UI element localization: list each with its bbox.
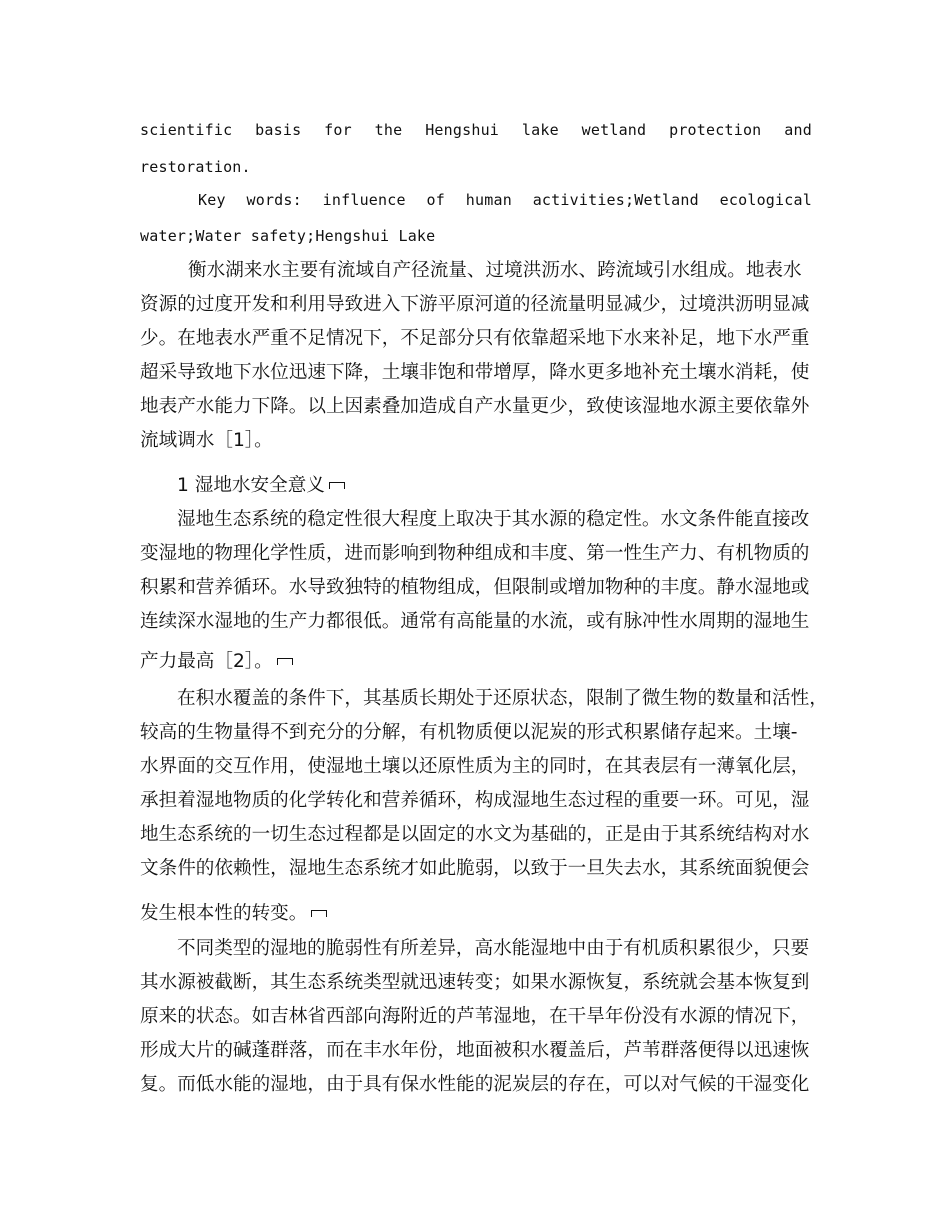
keyword-word: human (465, 191, 512, 209)
p1-line: 衡水湖来水主要有流域自产径流量、过境洪沥水、跨流域引水组成。地表水 (188, 260, 802, 281)
keyword-word: activities;Wetland (532, 191, 699, 209)
abstract-line-2: restoration. (140, 158, 251, 176)
keywords-line-1 (198, 193, 812, 208)
p3-line-text: 发生根本性的转变。 (140, 903, 308, 924)
abstract-word: basis (255, 121, 302, 139)
abstract-word: wetland (581, 121, 647, 139)
p3-line: 较高的生物量得不到充分的分解，有机物质便以泥炭的形式积累储存起来。土壤- (140, 722, 798, 743)
p2-line: 积累和营养循环。水导致独特的植物组成，但限制或增加物种的丰度。静水湿地或 (140, 577, 810, 598)
keyword-word: ecological (719, 191, 812, 209)
p1-line: 少。在地表水严重不足情况下，不足部分只有依靠超采地下水来补足，地下水严重 (140, 328, 810, 349)
section-heading (177, 477, 345, 496)
p1-line: 资源的过度开发和利用导致进入下游平原河道的径流量明显减少，过境洪沥明显减 (140, 294, 810, 315)
p4-line: 不同类型的湿地的脆弱性有所差异，高水能湿地中由于有机质积累很少，只要 (177, 938, 810, 959)
p1-line: 地表产水能力下降。以上因素叠加造成自产水量更少，致使该湿地水源主要依靠外 (140, 396, 810, 417)
abstract-line-1 (140, 123, 812, 138)
p4-line: 形成大片的碱蓬群落，而在丰水年份，地面被积水覆盖后，芦苇群落便得以迅速恢 (140, 1040, 810, 1061)
p3-line-last (140, 905, 327, 924)
paragraph-mark-icon (329, 482, 345, 489)
abstract-word: scientific (140, 121, 233, 139)
p2-line-text: 产力最高［2］。 (140, 651, 273, 672)
p2-line-last (140, 653, 293, 672)
abstract-word: protection (669, 121, 762, 139)
keyword-word: of (426, 191, 445, 209)
abstract-word: Hengshui (425, 121, 500, 139)
p4-line: 原来的状态。如吉林省西部向海附近的芦苇湿地，在干旱年份没有水源的情况下， (140, 1006, 810, 1027)
abstract-word: for (324, 121, 352, 139)
keyword-word: influence (322, 191, 406, 209)
p3-line: 水界面的交互作用，使湿地土壤以还原性质为主的同时，在其表层有一薄氧化层， (140, 756, 810, 777)
p1-line: 流域调水［1］。 (140, 430, 273, 451)
abstract-word: and (784, 121, 812, 139)
p3-line: 地生态系统的一切生态过程都是以固定的水文为基础的，正是由于其系统结构对水 (140, 824, 810, 845)
abstract-word: the (374, 121, 403, 139)
p2-line: 湿地生态系统的稳定性很大程度上取决于其水源的稳定性。水文条件能直接改 (177, 509, 810, 530)
keywords-line-2: water;Water safety;Hengshui Lake (140, 227, 436, 245)
p3-line: 承担着湿地物质的化学转化和营养循环，构成湿地生态过程的重要一环。可见，湿 (140, 790, 810, 811)
paragraph-mark-icon (311, 910, 327, 917)
abstract-word: lake (521, 121, 559, 139)
paragraph-mark-icon (277, 658, 293, 665)
p1-line: 超采导致地下水位迅速下降，土壤非饱和带增厚，降水更多地补充土壤水消耗，使 (140, 362, 810, 383)
p3-line: 在积水覆盖的条件下，其基质长期处于还原状态，限制了微生物的数量和活性， (177, 688, 828, 709)
p4-line: 复。而低水能的湿地，由于具有保水性能的泥炭层的存在，可以对气候的干湿变化 (140, 1074, 810, 1095)
p2-line: 连续深水湿地的生产力都很低。通常有高能量的水流，或有脉冲性水周期的湿地生 (140, 611, 810, 632)
keyword-word: Key (198, 191, 226, 209)
keyword-word: words: (246, 191, 302, 209)
section-heading-text: 1 湿地水安全意义 (177, 475, 325, 496)
p2-line: 变湿地的物理化学性质，进而影响到物种组成和丰度、第一性生产力、有机物质的 (140, 543, 810, 564)
p3-line: 文条件的依赖性，湿地生态系统才如此脆弱，以致于一旦失去水，其系统面貌便会 (140, 858, 810, 879)
p4-line: 其水源被截断，其生态系统类型就迅速转变；如果水源恢复，系统就会基本恢复到 (140, 972, 810, 993)
